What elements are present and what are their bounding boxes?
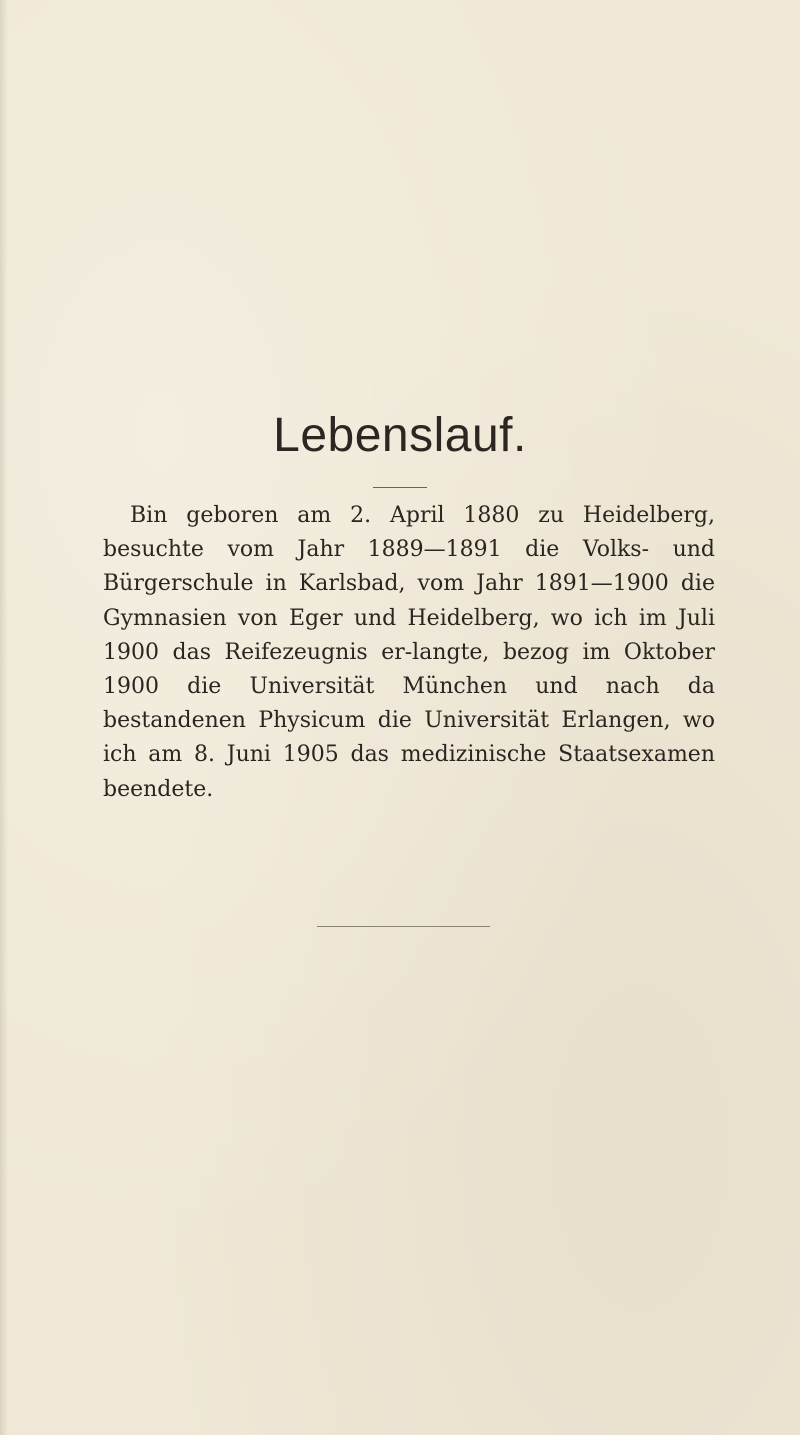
document-title: Lebenslauf. [273,409,527,462]
page-edge-shadow [0,0,8,1435]
end-divider [317,926,490,927]
biography-paragraph: Bin geboren am 2. April 1880 zu Heidelberg, besuchte vom Jahr 1889—1891 die Volks- und Bürgerschule in Karlsbad, vom Jahr 1891—1900 die Gymnasien von Eger und Heidelberg, wo ich im Juli 1900 das Reifezeugnis er-langte, bezog im Oktober 1900 die Universität München und nach da bestandenen Physicum die Universität Erlangen, wo ich am 8. Juni 1905 das medizinische Staatsexamen beendete. [103,503,715,802]
title-divider [373,487,427,488]
